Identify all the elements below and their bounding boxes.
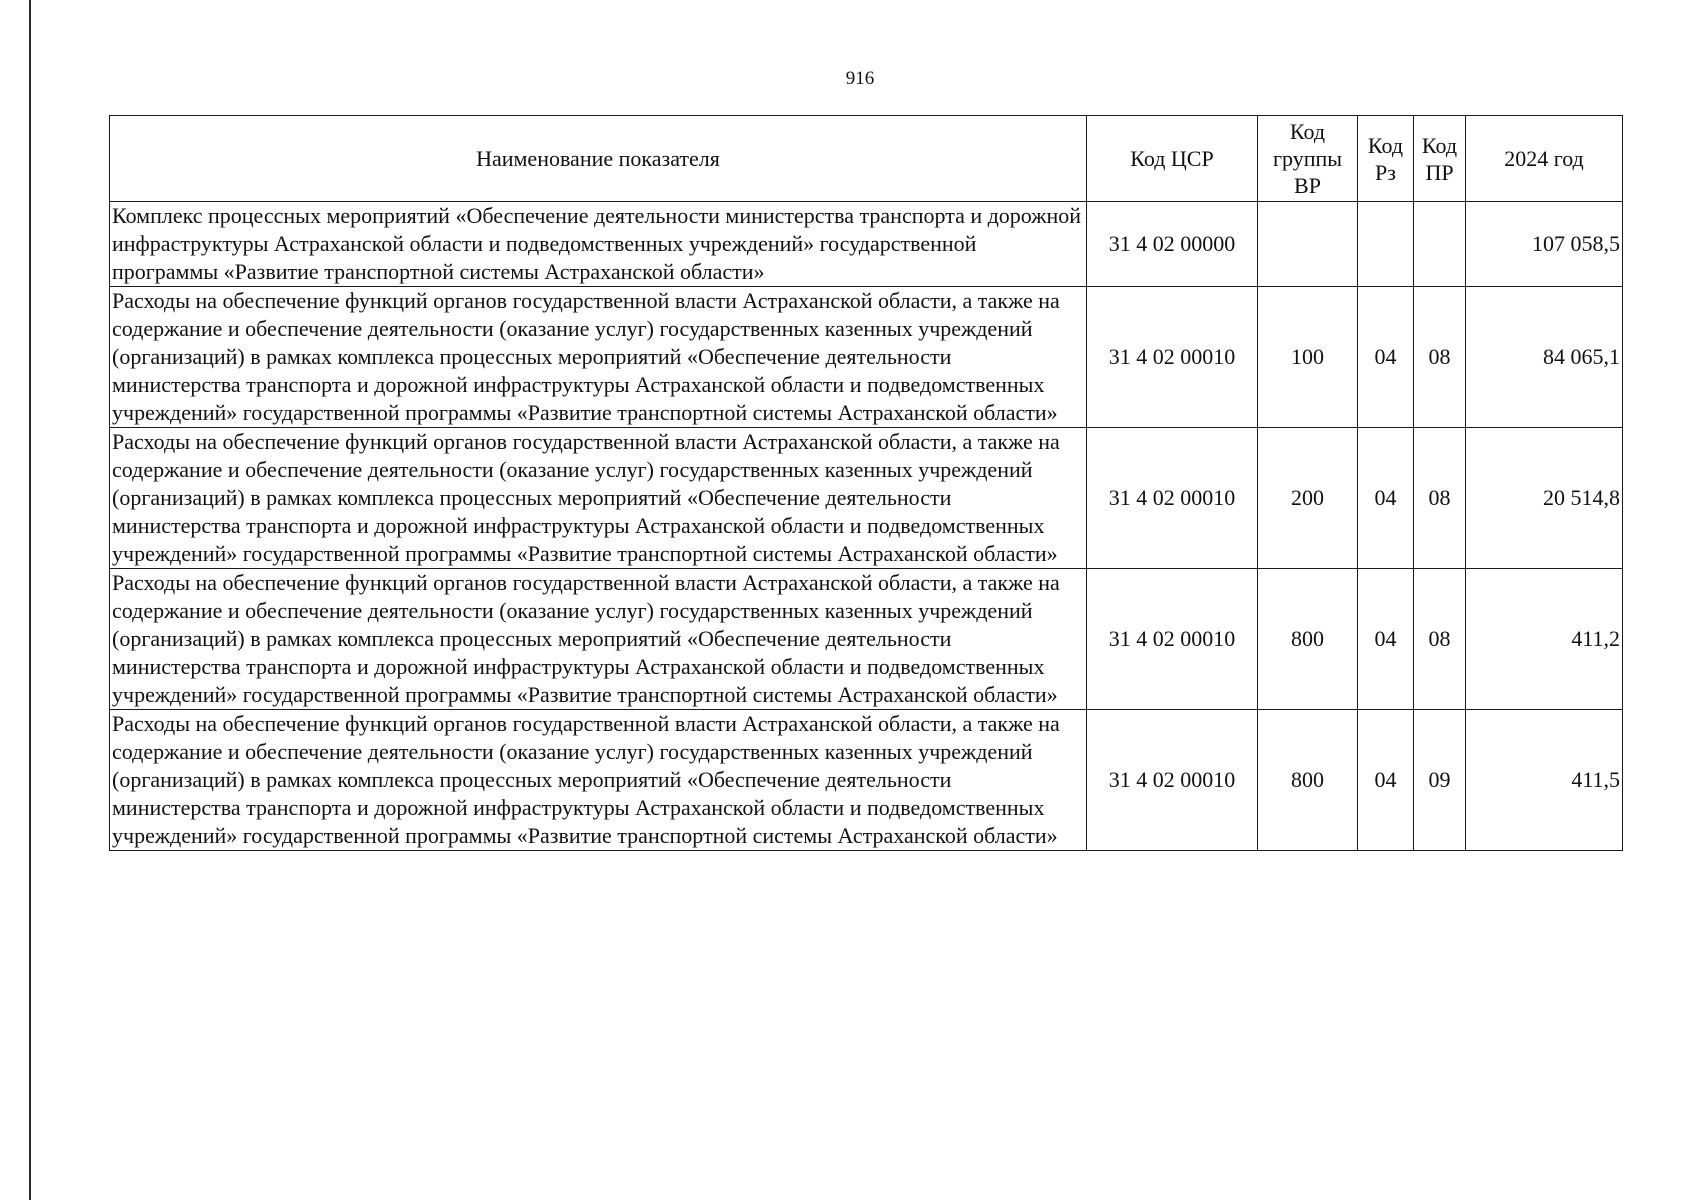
table-row (110, 569, 1623, 710)
row-amount: 20 514,8 (1466, 428, 1623, 569)
budget-table (109, 115, 1623, 851)
page-number: 916 (845, 68, 875, 89)
row-rz-code: 04 (1358, 710, 1414, 851)
header-vr-line1: Код (1289, 119, 1326, 144)
row-vr-code: 800 (1258, 569, 1358, 710)
header-name: Наименование показателя (110, 116, 1087, 202)
row-pr-code: 08 (1414, 569, 1466, 710)
header-csr-code: Код ЦСР (1087, 116, 1258, 202)
header-year-2024: 2024 год (1466, 116, 1623, 202)
row-rz-code: 04 (1358, 569, 1414, 710)
row-amount: 411,2 (1466, 569, 1623, 710)
header-pr-line2: ПР (1425, 159, 1454, 185)
binding-margin-line (29, 0, 31, 1200)
table-row (110, 710, 1623, 851)
row-csr-code: 31 4 02 00000 (1087, 202, 1258, 287)
header-rz-code (1358, 116, 1414, 202)
row-amount: 107 058,5 (1466, 202, 1623, 287)
header-rz-line2: Рз (1375, 159, 1396, 185)
table-header-row (110, 116, 1623, 202)
row-rz-code: 04 (1358, 428, 1414, 569)
row-vr-code: 200 (1258, 428, 1358, 569)
row-name: Расходы на обеспечение функций органов государственной власти Астраханской области, а также на содержание и обеспечение деятельности (оказание услуг) государственных казенных учреждений (организаций) в рамках комплекса процессных мероприятий «Обеспечение деятельности министерства транспорта и дорожной инфраструктуры Астраханской области и подведомственных учреждений» государственной программы «Развитие транспортной системы Астраханской области» (110, 569, 1087, 710)
row-vr-code: 800 (1258, 710, 1358, 851)
row-pr-code: 09 (1414, 710, 1466, 851)
row-pr-code (1414, 202, 1466, 287)
table-row (110, 287, 1623, 428)
row-name: Расходы на обеспечение функций органов государственной власти Астраханской области, а также на содержание и обеспечение деятельности (оказание услуг) государственных казенных учреждений (организаций) в рамках комплекса процессных мероприятий «Обеспечение деятельности министерства транспорта и дорожной инфраструктуры Астраханской области и подведомственных учреждений» государственной программы «Развитие транспортной системы Астраханской области» (110, 710, 1087, 851)
header-pr-line1: Код (1421, 132, 1458, 158)
row-pr-code: 08 (1414, 287, 1466, 428)
row-csr-code: 31 4 02 00010 (1087, 428, 1258, 569)
row-vr-code: 100 (1258, 287, 1358, 428)
header-pr-code (1414, 116, 1466, 202)
row-csr-code: 31 4 02 00010 (1087, 569, 1258, 710)
row-rz-code: 04 (1358, 287, 1414, 428)
row-name: Расходы на обеспечение функций органов государственной власти Астраханской области, а также на содержание и обеспечение деятельности (оказание услуг) государственных казенных учреждений (организаций) в рамках комплекса процессных мероприятий «Обеспечение деятельности министерства транспорта и дорожной инфраструктуры Астраханской области и подведомственных учреждений» государственной программы «Развитие транспортной системы Астраханской области» (110, 428, 1087, 569)
row-pr-code: 08 (1414, 428, 1466, 569)
header-vr-line3: ВР (1294, 173, 1321, 198)
table-row (110, 202, 1623, 287)
row-amount: 84 065,1 (1466, 287, 1623, 428)
header-vr-line2: группы (1272, 146, 1343, 171)
row-csr-code: 31 4 02 00010 (1087, 710, 1258, 851)
header-vr-code (1258, 116, 1358, 202)
row-name: Расходы на обеспечение функций органов государственной власти Астраханской области, а также на содержание и обеспечение деятельности (оказание услуг) государственных казенных учреждений (организаций) в рамках комплекса процессных мероприятий «Обеспечение деятельности министерства транспорта и дорожной инфраструктуры Астраханской области и подведомственных учреждений» государственной программы «Развитие транспортной системы Астраханской области» (110, 287, 1087, 428)
row-name: Комплекс процессных мероприятий «Обеспечение деятельности министерства транспорта и дорожной инфраструктуры Астраханской области и подведомственных учреждений» государственной программы «Развитие транспортной системы Астраханской области» (110, 202, 1087, 287)
table-row (110, 428, 1623, 569)
row-rz-code (1358, 202, 1414, 287)
row-amount: 411,5 (1466, 710, 1623, 851)
header-rz-line1: Код (1367, 132, 1404, 158)
row-csr-code: 31 4 02 00010 (1087, 287, 1258, 428)
row-vr-code (1258, 202, 1358, 287)
